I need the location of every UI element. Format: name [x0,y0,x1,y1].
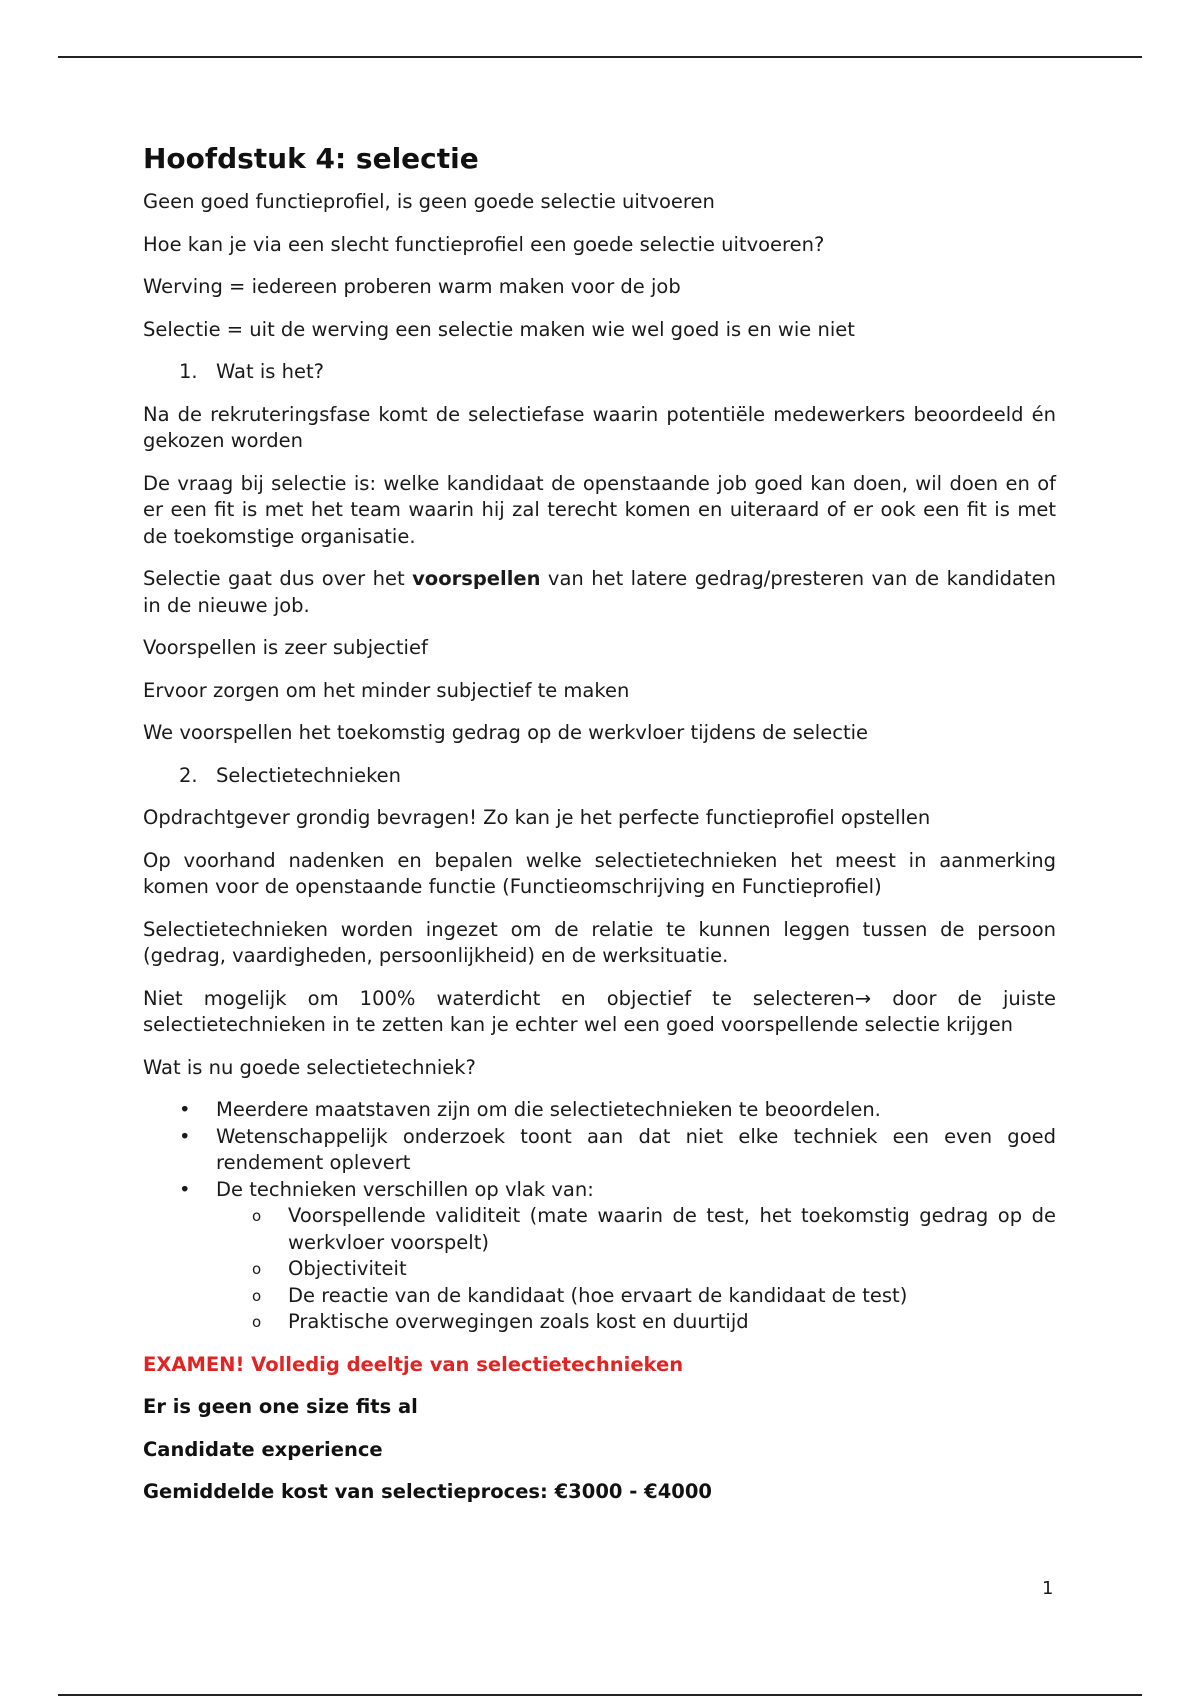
intro-line-4: Selectie = uit de werving een selectie maken wie wel goed is en wie niet [143,317,855,341]
circle-bullet-icon: o [252,1207,262,1225]
sub-bullet-list [216,1203,1056,1336]
page-content [143,140,1056,1522]
circle-bullet-icon: o [252,1260,262,1278]
intro-line-2: Hoe kan je via een slecht functieprofiel een goede selectie uitvoeren? [143,232,825,256]
circle-bullet-icon: o [252,1313,262,1331]
section-1-line-1: Voorspellen is zeer subjectief [143,636,428,659]
bold-line-1: Er is geen one size fits al [143,1395,418,1418]
footer-rule [58,1694,1142,1696]
section-1-title: Wat is het? [216,360,324,383]
section-2-title: Selectietechnieken [216,763,402,787]
bullet-list [143,1097,1056,1336]
section-2-paragraph-4: Niet mogelijk om 100% waterdicht en objectief te selecteren→ door de juiste selectietechnieken in te zetten kan je echter wel een goed voorspellende selectie krijgen [143,986,1056,1036]
intro-line-3: Werving = iedereen proberen warm maken voor de job [143,275,681,298]
section-2-paragraph-3: Selectietechnieken worden ingezet om de relatie te kunnen leggen tussen de persoon (gedrag, vaardigheden, persoonlijkheid) en de werksituatie. [143,917,1056,967]
page-number: 1 [1042,1578,1054,1599]
section-1-paragraph-1: Na de rekruteringsfase komt de selectiefase waarin potentiële medewerkers beoordeeld én gekozen worden [143,402,1056,452]
header-rule [58,56,1142,58]
bullet-icon: • [179,1124,191,1148]
predict-text-before: Selectie gaat dus over het [143,567,413,590]
section-2-paragraph-1: Opdrachtgever grondig bevragen! Zo kan je het perfecte functieprofiel opstellen [143,806,931,829]
sub-list-item: o Praktische overwegingen zoals kost en duurtijd [216,1309,1056,1336]
bold-line-3: Gemiddelde kost van selectieproces: €3000 - €4000 [143,1480,712,1503]
bold-line-2: Candidate experience [143,1437,383,1461]
sub-list-item: o Voorspellende validiteit (mate waarin de test, het toekomstig gedrag op de werkvloer voorspelt) [252,1204,1056,1254]
bullet-icon: • [179,1177,191,1201]
section-1-line-3: We voorspellen het toekomstig gedrag op de werkvloer tijdens de selectie [143,721,869,744]
section-1-heading [143,359,1056,386]
intro-line-1: Geen goed functieprofiel, is geen goede selectie uitvoeren [143,190,715,213]
circle-bullet-icon: o [252,1286,262,1305]
list-item: • Meerdere maatstaven zijn om die selectietechnieken te beoordelen. [143,1097,1056,1124]
predict-text-after: van het latere gedrag/presteren van de kandidaten in de nieuwe job. [143,567,1056,617]
section-1-paragraph-2: De vraag bij selectie is: welke kandidaat de openstaande job goed kan doen, wil doen en of er een fit is met het team waarin hij zal terecht komen en uiteraard of er ook een fit is met de toekomstige organisatie. [143,471,1056,548]
list-item: • Wetenschappelijk onderzoek toont aan dat niet elke techniek een even goed rendement oplevert [179,1124,1056,1174]
predict-paragraph [143,566,1056,619]
section-2-question: Wat is nu goede selectietechniek? [143,1055,476,1079]
sub-list-item: o De reactie van de kandidaat (hoe ervaart de kandidaat de test) [216,1283,1056,1310]
section-1-number: 1. [179,360,198,383]
section-2-number: 2. [179,763,198,787]
section-2-heading [143,763,1056,790]
list-item: • De technieken verschillen op vlak van: o Voorspellende validiteit (mate waarin de test, het toekomstig gedrag op de werkvloer voorspelt) o Objectiviteit o De reactie van de kandidaat (hoe ervaart de kandidaat de test) o Praktische overwegingen zoals kost en duurtijd [143,1177,1056,1336]
exam-note: EXAMEN! Volledig deeltje van selectietechnieken [143,1352,684,1376]
section-2-paragraph-2: Op voorhand nadenken en bepalen welke selectietechnieken het meest in aanmerking komen voor de openstaande functie (Functieomschrijving en Functieprofiel) [143,848,1056,898]
predict-bold-word: voorspellen [412,567,541,590]
bullet-icon: • [179,1098,191,1121]
section-1-line-2: Ervoor zorgen om het minder subjectief te maken [143,678,630,702]
page-title: Hoofdstuk 4: selectie [143,142,479,175]
sub-list-item: o Objectiviteit [216,1256,1056,1283]
